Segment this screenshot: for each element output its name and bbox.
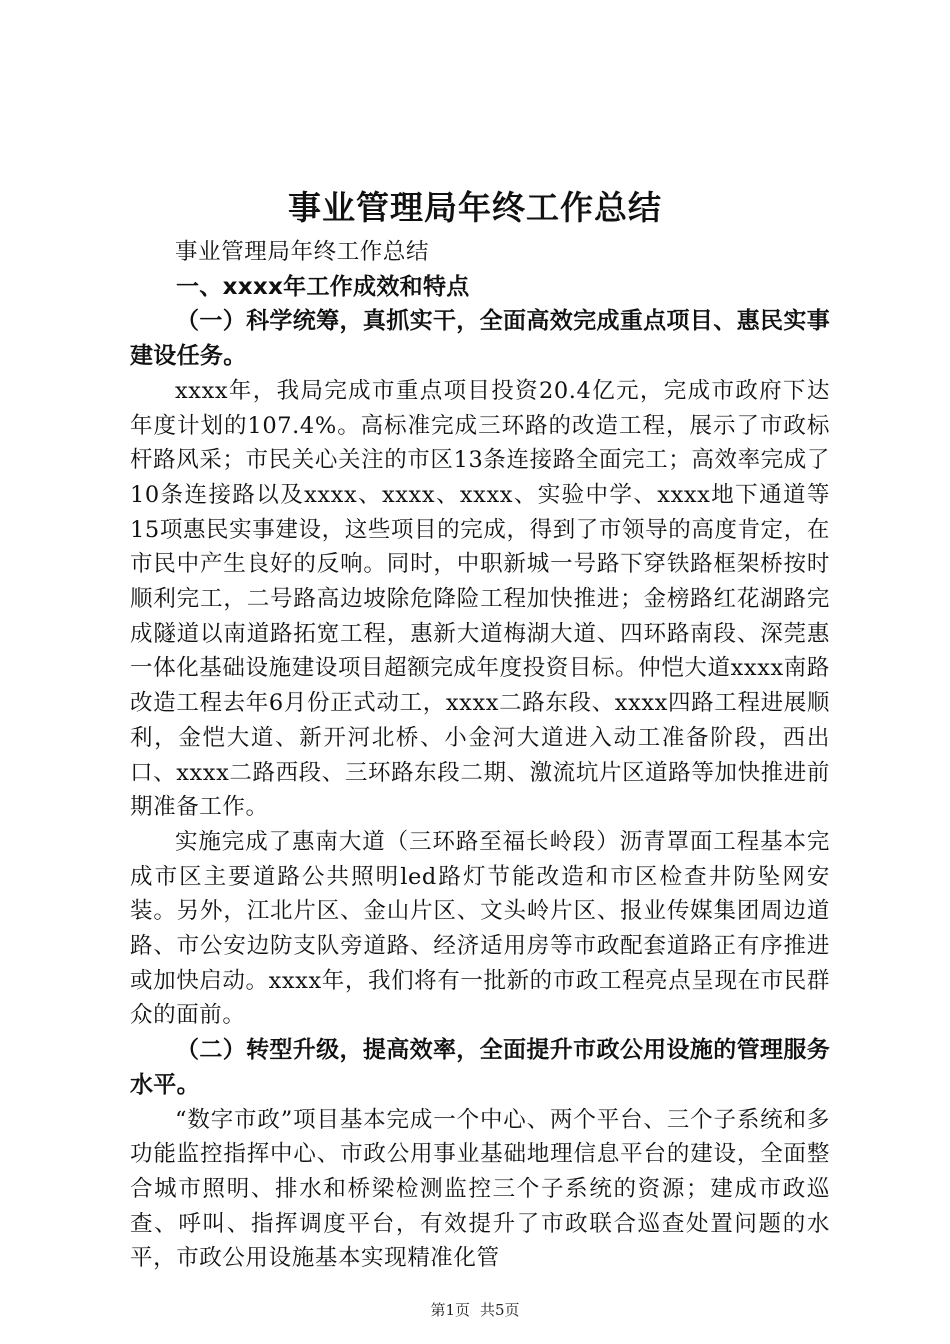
body-paragraph: 实施完成了惠南大道（三环路至福长岭段）沥青罩面工程基本完成市区主要道路公共照明led路灯节能改造和市区检查井防坠网安装。另外，江北片区、金山片区、文头岭片区、报业传媒集团周边道路、市公安边防支队旁道路、经济适用房等市政配套道路正有序推进或加快启动。xxxx年，我们将有一批新的市政工程亮点呈现在市民群众的面前。 bbox=[130, 828, 830, 1029]
section-heading: 一、xxxx年工作成效和特点 bbox=[176, 273, 470, 300]
page-footer bbox=[0, 1300, 950, 1320]
page-total: 共5页 bbox=[480, 1301, 520, 1319]
subsection-heading: （二）转型升级，提高效率，全面提升市政公用设施的管理服务水平。 bbox=[130, 1037, 830, 1098]
page-number: 第1页 bbox=[430, 1301, 470, 1319]
subsection-heading: （一）科学统筹，真抓实干，全面高效完成重点项目、惠民实事建设任务。 bbox=[130, 308, 830, 370]
body-paragraph: 事业管理局年终工作总结 bbox=[175, 239, 430, 265]
document-body bbox=[130, 235, 830, 1276]
body-paragraph: “数字市政”项目基本完成一个中心、两个平台、三个子系统和多功能监控指挥中心、市政公用事业基础地理信息平台的建设，全面整合城市照明、排水和桥梁检测监控三个子系统的资源；建成市政巡查、呼叫、指挥调度平台，有效提升了市政联合巡查处置问题的水平，市政公用设施基本实现精准化管 bbox=[130, 1106, 830, 1272]
document-title: 事业管理局年终工作总结 bbox=[288, 188, 662, 227]
body-paragraph: xxxx年，我局完成市重点项目投资20.4亿元，完成市政府下达年度计划的107.4%。高标准完成三环路的改造工程，展示了市政标杆路风采；市民关心关注的市区13条连接路全面完工；高效率完成了10条连接路以及xxxx、xxxx、xxxx、实验中学、xxxx地下通道等15项惠民实事建设，这些项目的完成，得到了市领导的高度肯定，在市民中产生良好的反响。同时，中职新城一号路下穿铁路框架桥按时顺利完工，二号路高边坡除危降险工程加快推进；金榜路红花湖路完成隧道以南道路拓宽工程，惠新大道梅湖大道、四环路南段、深莞惠一体化基础设施建设项目超额完成年度投资目标。仲恺大道xxxx南路改造工程去年6月份正式动工，xxxx二路东段、xxxx四路工程进展顺利，金恺大道、新开河北桥、小金河大道进入动工准备阶段，西出口、xxxx二路西段、三环路东段二期、激流坑片区道路等加快推进前期准备工作。 bbox=[130, 377, 830, 821]
